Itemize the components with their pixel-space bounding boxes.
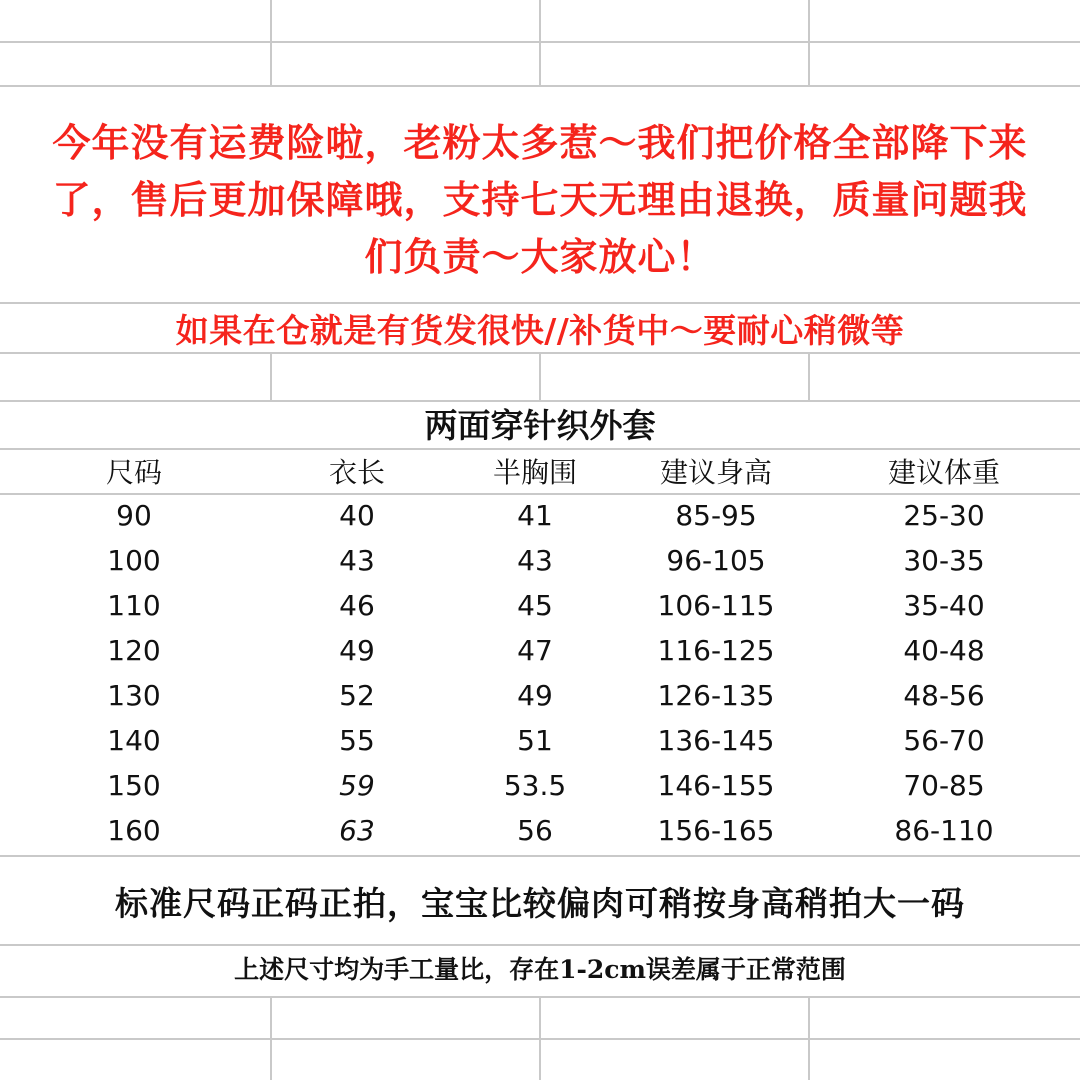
cell-height: 85-95 <box>675 499 757 532</box>
cell-half-chest: 56 <box>517 814 553 847</box>
grid-line <box>808 0 810 86</box>
measurement-disclaimer: 上述尺寸均为手工量比，存在1-2cm误差属于正常范围 <box>234 955 846 984</box>
table-row <box>0 808 1080 853</box>
grid-line <box>539 0 541 86</box>
grid-line <box>0 302 1080 304</box>
cell-half-chest: 43 <box>517 544 553 577</box>
grid-line <box>808 352 810 401</box>
cell-half-chest: 49 <box>517 679 553 712</box>
cell-length: 55 <box>339 724 375 757</box>
cell-half-chest: 47 <box>517 634 553 667</box>
table-row <box>0 718 1080 763</box>
header-size: 尺码 <box>105 455 162 489</box>
cell-height: 156-165 <box>657 814 775 847</box>
cell-length: 40 <box>339 499 375 532</box>
cell-weight: 35-40 <box>903 589 985 622</box>
cell-half-chest: 51 <box>517 724 553 757</box>
table-header-row <box>0 448 1080 493</box>
table-title: 两面穿针织外套 <box>424 406 656 445</box>
cell-height: 136-145 <box>657 724 775 757</box>
cell-length: 52 <box>339 679 375 712</box>
cell-length: 59 <box>339 769 375 802</box>
cell-length: 46 <box>339 589 375 622</box>
cell-size: 110 <box>107 589 161 622</box>
cell-size: 90 <box>116 499 152 532</box>
table-row <box>0 628 1080 673</box>
grid-line <box>0 1038 1080 1040</box>
cell-length: 49 <box>339 634 375 667</box>
cell-height: 96-105 <box>666 544 766 577</box>
grid-line <box>0 41 1080 43</box>
grid-line <box>808 996 810 1080</box>
cell-size: 160 <box>107 814 161 847</box>
cell-height: 146-155 <box>657 769 775 802</box>
grid-line <box>539 352 541 401</box>
header-height: 建议身高 <box>659 455 772 489</box>
cell-weight: 48-56 <box>903 679 985 712</box>
notice-line: 今年没有运费险啦，老粉太多惹～我们把价格全部降下来 <box>52 120 1028 165</box>
cell-weight: 56-70 <box>903 724 985 757</box>
size-chart-table <box>0 448 1080 853</box>
grid-line <box>0 85 1080 87</box>
cell-weight: 40-48 <box>903 634 985 667</box>
cell-half-chest: 41 <box>517 499 553 532</box>
cell-half-chest: 45 <box>517 589 553 622</box>
header-length: 衣长 <box>328 455 385 489</box>
shipping-notice <box>0 114 1080 285</box>
table-row <box>0 538 1080 583</box>
grid-line <box>270 0 272 86</box>
grid-line <box>0 996 1080 998</box>
cell-weight: 25-30 <box>903 499 985 532</box>
cell-weight: 86-110 <box>894 814 994 847</box>
sizing-advice: 标准尺码正码正拍，宝宝比较偏肉可稍按身高稍拍大一码 <box>115 884 965 923</box>
cell-size: 100 <box>107 544 161 577</box>
grid-line <box>270 352 272 401</box>
grid-line <box>539 996 541 1080</box>
cell-height: 126-135 <box>657 679 775 712</box>
table-row <box>0 763 1080 808</box>
table-row <box>0 673 1080 718</box>
cell-size: 150 <box>107 769 161 802</box>
cell-length: 43 <box>339 544 375 577</box>
grid-line <box>270 996 272 1080</box>
cell-weight: 30-35 <box>903 544 985 577</box>
header-half-chest: 半胸围 <box>492 455 577 489</box>
cell-size: 120 <box>107 634 161 667</box>
cell-half-chest: 53.5 <box>503 769 567 802</box>
cell-size: 140 <box>107 724 161 757</box>
header-weight: 建议体重 <box>887 455 1000 489</box>
cell-weight: 70-85 <box>903 769 985 802</box>
table-row <box>0 493 1080 538</box>
cell-size: 130 <box>107 679 161 712</box>
cell-height: 116-125 <box>657 634 775 667</box>
notice-line: 们负责～大家放心！ <box>364 234 716 279</box>
cell-length: 63 <box>339 814 375 847</box>
cell-height: 106-115 <box>657 589 775 622</box>
grid-line <box>0 855 1080 857</box>
stock-note: 如果在仓就是有货发很快//补货中～要耐心稍微等 <box>175 311 905 350</box>
table-row <box>0 583 1080 628</box>
notice-line: 了，售后更加保障哦，支持七天无理由退换，质量问题我 <box>52 177 1028 222</box>
